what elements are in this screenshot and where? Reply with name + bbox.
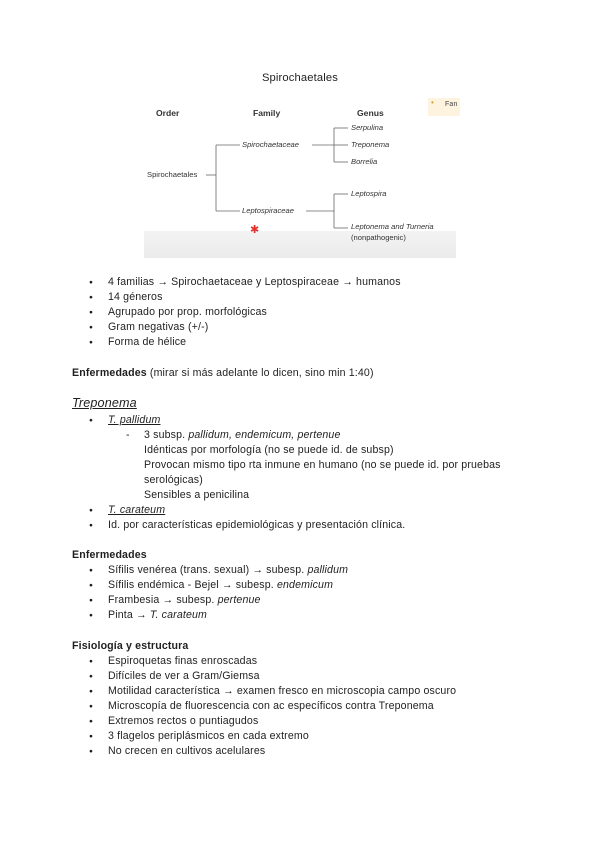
list-item: ● Microscopía de fluorescencia con ac específicos contra Treponema [0,699,600,714]
section-heading-treponema: Treponema [72,396,137,410]
treponema-list-2 [0,503,600,533]
section-heading-enfermedades: Enfermedades [72,549,147,561]
species-pallidum: ● T. pallidum [108,414,161,426]
family-label-leptospiraceae: Leptospiraceae [242,206,294,215]
list-item: ● Gram negativas (+/-) [0,320,600,335]
genus-label-serpulina: Serpulina [351,123,384,132]
list-item [0,413,600,428]
comment-dot-icon: • [431,98,434,107]
dash-icon: - [126,429,130,441]
enfermedades-note: Enfermedades (mirar si más adelante lo dicen, sino min 1:40) [72,367,374,379]
order-label: Spirochaetales [147,170,198,179]
header-genus: Genus [357,108,384,118]
detail-line: Idénticas por morfología (no se puede id. de subsp) [144,444,394,456]
list-item: ● Motilidad característica → examen fresco en microscopia campo oscuro [0,684,600,699]
list-item: ● 3 flagelos periplásmicos en cada extremo [0,729,600,744]
list-item: ● No crecen en cultivos acelulares [0,744,600,759]
header-order: Order [156,108,180,118]
header-family: Family [253,108,281,118]
detail-line: Provocan mismo tipo rta inmune en humano (no se puede id. por pruebas [144,459,501,471]
genus-note-nonpathogenic: (nonpathogenic) [351,233,406,242]
species-carateum: ● T. carateum [108,504,166,516]
list-item: ● Forma de hélice [0,335,600,350]
family-label-spirochaetaceae: Spirochaetaceae [242,140,299,149]
treponema-list [0,413,600,428]
genus-label-treponema: Treponema [351,140,390,149]
star-icon: ✱ [250,224,260,236]
genus-label-leptospira: Leptospira [351,189,387,198]
detail-line: Sensibles a penicilina [144,489,250,501]
list-item: ● Sífilis venérea (trans. sexual) → subesp. pallidum [0,563,600,578]
list-item: ● Sífilis endémica - Bejel → subesp. endemicum [0,578,600,593]
list-item: ● Agrupado por prop. morfológicas [0,305,600,320]
subsp-line: 3 subsp. pallidum, endemicum, pertenue [144,429,341,441]
fisiologia-list [0,654,600,759]
detail-line: serológicas) [144,474,203,486]
list-item: ● 4 familias → Spirochaetaceae y Leptospiraceae → humanos [0,275,600,290]
list-item: ● Difíciles de ver a Gram/Giemsa [0,669,600,684]
list-item: ● Id. por características epidemiológicas y presentación clínica. [0,518,600,533]
intro-list [0,275,600,350]
comment-tag-label: Fan [445,101,458,108]
genus-label-leptonema-turneria: Leptonema and Turneria [351,222,434,231]
page-title: Spirochaetales [261,72,339,84]
list-item: ● Extremos rectos o puntiagudos [0,714,600,729]
section-heading-fisiologia: Fisiología y estructura [72,640,189,652]
taxonomy-diagram [144,98,456,258]
enfermedades-list [0,563,600,623]
list-item: ● Pinta → T. carateum [0,608,600,623]
genus-label-borrelia: Borrelia [351,157,378,166]
list-item: ● 14 géneros [0,290,600,305]
list-item: ● Frambesia → subesp. pertenue [0,593,600,608]
list-item: ● Espiroquetas finas enroscadas [0,654,600,669]
list-item [0,503,600,518]
